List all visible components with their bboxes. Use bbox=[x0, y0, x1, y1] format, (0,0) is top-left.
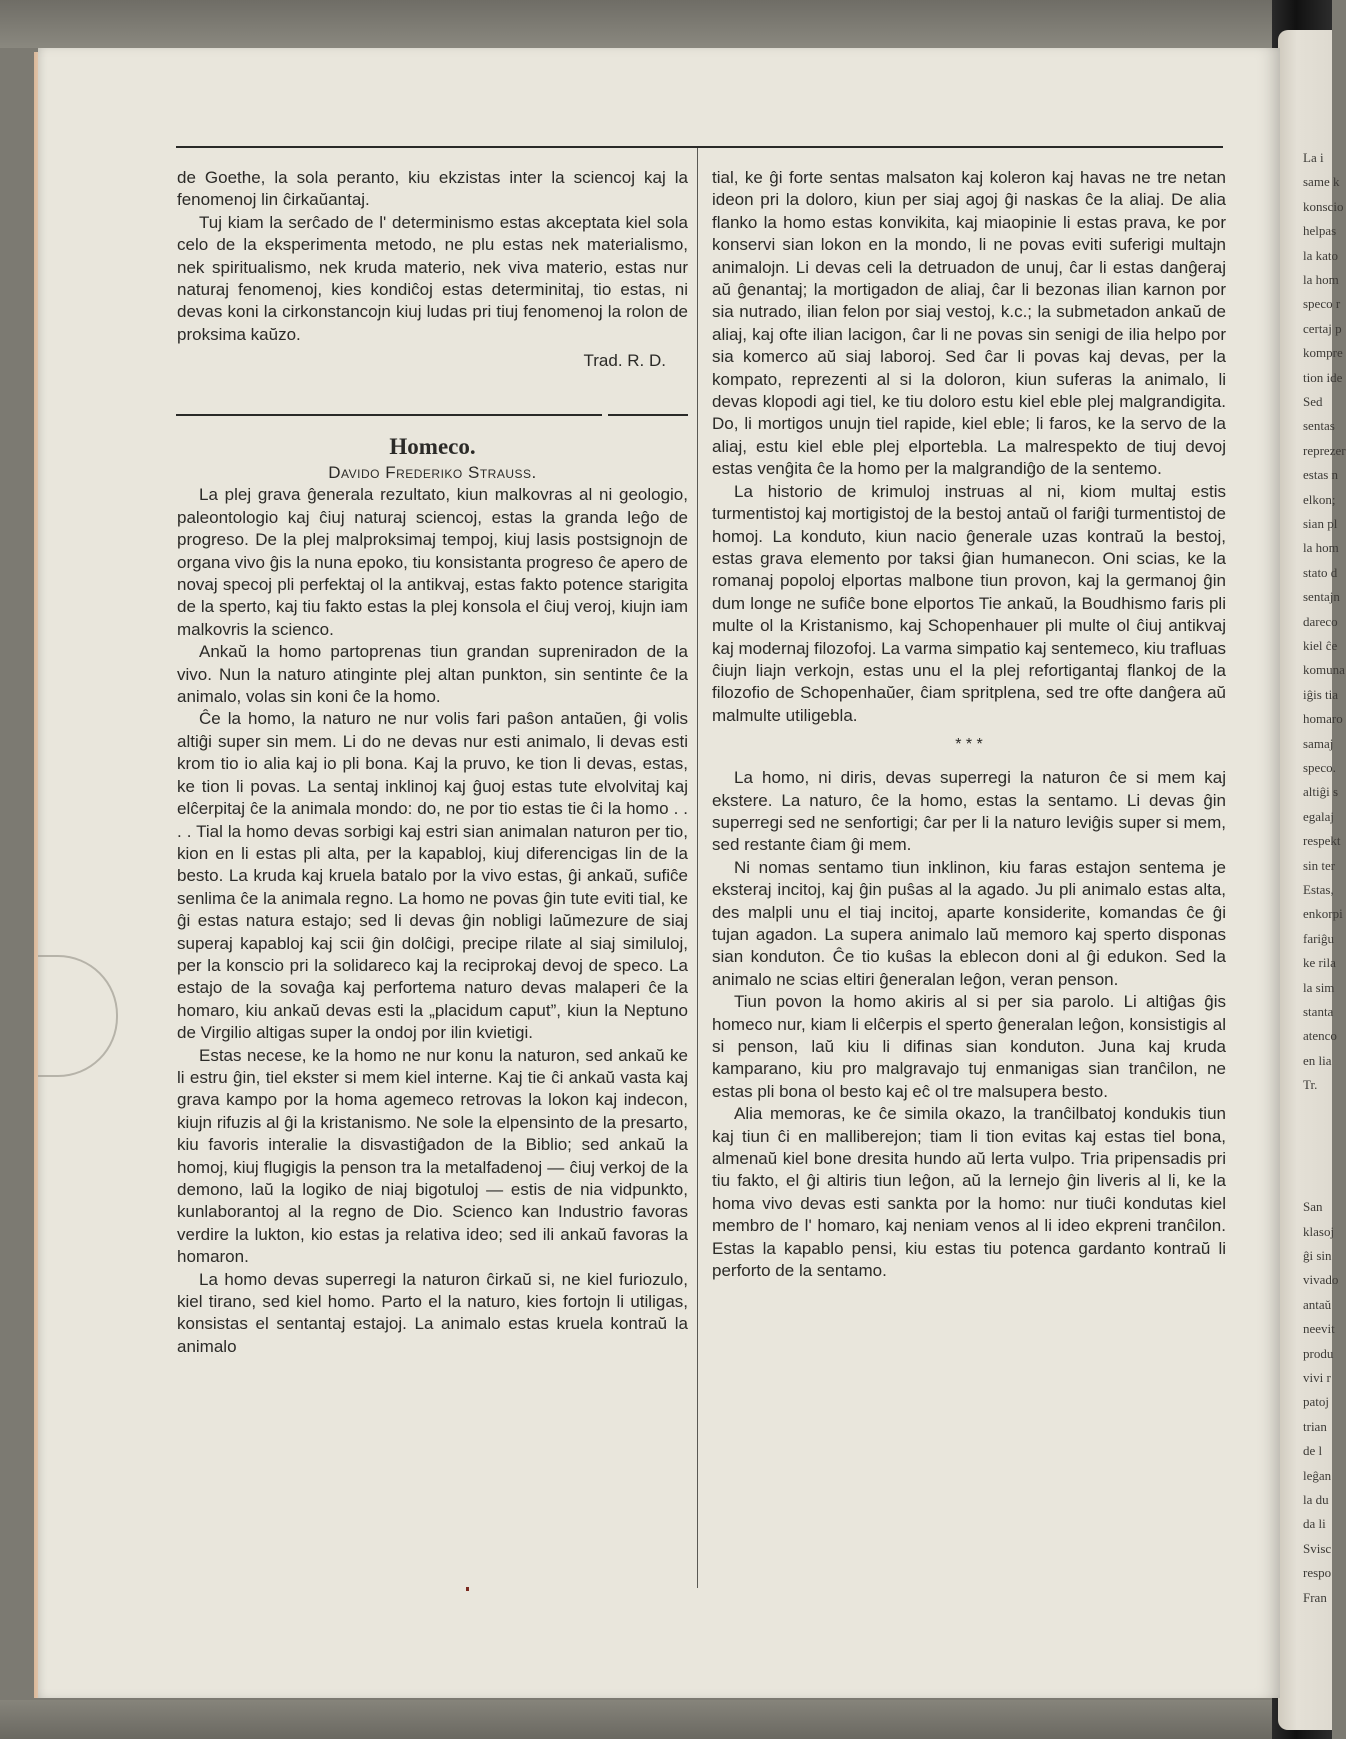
next-page-fragment: certaj p bbox=[1303, 320, 1342, 336]
next-page-fragment: reprezer bbox=[1303, 442, 1346, 458]
article-paragraph: La homo devas superregi la naturon ĉirkaŭ si, ne kiel furiozulo, kiel tirano, sed kiel homo. Parto el la naturo, kies fortojn li utiligas, konsistas el sentantaj estajoj. La animalo estas kruela kontraŭ la animalo bbox=[177, 1269, 688, 1356]
article-paragraph: Ankaŭ la homo partoprenas tiun grandan supreniradon de la vivo. Nun la naturo atinginte plej altan punkton, sin sentinte ĉe la animalo, volas sin koni ĉe la homo. bbox=[177, 642, 688, 707]
next-page-fragment: vivi r bbox=[1303, 1370, 1331, 1385]
scan-background-bottom bbox=[0, 1700, 1332, 1739]
article-title: Homeco. bbox=[389, 434, 476, 459]
next-page-fragment: Svisc bbox=[1303, 1540, 1332, 1556]
next-page-fragment: respo bbox=[1303, 1565, 1332, 1581]
next-page-fragment: homaro bbox=[1303, 711, 1343, 727]
next-page-fragment: Estas, bbox=[1303, 882, 1334, 897]
section-stars: * * * bbox=[955, 736, 983, 754]
next-page-fragment: da li bbox=[1303, 1516, 1326, 1532]
top-rule bbox=[176, 146, 1223, 148]
next-page-fragment: Tr. bbox=[1303, 1077, 1318, 1093]
article-paragraph: Ĉe la homo, la naturo ne nur volis fari paŝon antaŭen, ĝi volis altiĝi super sin mem. Li do ne devas nur esti animalo, li devas esti krom tio io alia kaj io pli bona. Kaj la pruvo, ke tion li devas, estas, ke tion li povas. La sentaj inklinoj kaj ĝuoj estas tute elvolvitaj kaj elĉerpitaj ĉe la animala mondo: do, ne por tio estas tie ĉi la homo . . . . Tial la homo devas sorbigi kaj estri sian animalan naturon per tio, kion en li estas pli alta, per la kapabloj, kiuj diferencigas lin de la besto. La kruda kaj kruela batalo por la vivo estas, ĝi ankaŭ, sufiĉe senlima ĉe la animala regno. La homo ne povas ĝin tute eviti tial, ke ĝi estas natura estajo; sed li devas ĝin nobligi laŭmezure de siaj superaj kapabloj kaj scii ĝin dolĉigi, precipe rilate al siaj similuloj, per la konscio pri la solidareco kaj la reciprokaj devoj de speco. La estajo de la sovaĝa kaj perfortema naturo devas malaperi ĉe la homaro, kiu ankaŭ devas esti la „placidum caput”, kiun la Neptuno de Virgilio altigas super la ondoj por ilin kvietigi. bbox=[177, 709, 688, 1043]
next-page-fragment: vivado bbox=[1303, 1272, 1339, 1288]
article-paragraph: La plej grava ĝenerala rezultato, kiun malkovras al ni geologio, paleontologio kaj ĉiuj naturaj sciencoj, estas la granda leĝo de progreso. De la plej malproksimaj tempoj, kiuj lasis postsignojn de organa vivo ĝis la nuna epoko, tiu konsistanta progreso ĉe apero de novaj specoj pli perfektaj ol la antikvaj, estas fakto potence starigita de la sperto, kaj tiu fakto estas la plej konsola el ĉiuj veroj, kiujn iam malkovris la scienco. bbox=[177, 485, 688, 639]
article-paragraph: Tiun povon la homo akiris al si per sia parolo. Li altiĝas ĝis homeco nur, kiam li elĉerpis el sperto ĝeneralan leĝon, konsistigis al si penson, laŭ kiu li difinas sian konduton. Juna kaj kruda kamparano, kiu pro malgravajo tuj enmanigas sian tranĉilon, ne estas pli bona ol besto kaj eĉ ol tre malsupera besto. bbox=[712, 992, 1226, 1101]
next-page-fragment: de l bbox=[1303, 1443, 1323, 1459]
next-page-fragment: ĝi sin bbox=[1303, 1248, 1332, 1263]
next-page-fragment: komuna bbox=[1303, 662, 1345, 678]
next-page-fragment: sentajn bbox=[1303, 589, 1340, 605]
next-page-fragment: speco. bbox=[1303, 760, 1336, 775]
scan-background-top bbox=[0, 0, 1332, 48]
next-page-fragment: helpas bbox=[1303, 223, 1337, 239]
next-page-fragment: antaŭ bbox=[1303, 1296, 1332, 1312]
next-page-fragment: stanta bbox=[1303, 1004, 1334, 1019]
next-page-fragment: produ bbox=[1303, 1345, 1334, 1361]
article-separator-short bbox=[608, 414, 688, 416]
next-page-fragment: sian pl bbox=[1303, 516, 1338, 531]
next-page-fragment: fariĝu bbox=[1303, 930, 1335, 946]
article-paragraph: La homo, ni diris, devas superregi la naturon ĉe si mem kaj ekstere. La naturo, ĉe la homo, estas la sentamo. Li devas ĝin superregi sed ne senfortigi; ĉar per li la naturo leviĝis super si mem, sed restante ĉiam ĝi mem. bbox=[712, 768, 1226, 855]
next-page-fragment: respekt bbox=[1303, 833, 1341, 849]
next-page-fragment: en lia bbox=[1303, 1052, 1332, 1068]
next-page-fragment: elkon; bbox=[1303, 491, 1336, 507]
intro-paragraph: de Goethe, la sola peranto, kiu ekzistas inter la sciencoj kaj la fenomenoj lin ĉirkaŭantaj. bbox=[177, 168, 688, 210]
article-paragraph: Alia memoras, ke ĉe simila okazo, la tranĉilbatoj kondukis tiun kaj tiun ĉi en malliberejon; tiam li tion evitas kaj estas tiel bona, almenaŭ kiel bone dresita hundo aŭ lerta vulpo. Tria pripensadis pri tiu fakto, el ĝi altiris tiun leĝon, aŭ la lernejo ĝin liveris al li, ke la homa vivo devas esti sankta por la homo: nur tiuĉi kondutas kiel membro de l' homaro, kaj neniam venos al li ideo ekpreni tranĉilon. Estas la kapablo pensi, kiu estas tiu potenca gardanto kontraŭ li perforto de la sentamo. bbox=[712, 1104, 1226, 1281]
next-page-fragment: enkorpi bbox=[1303, 906, 1343, 922]
left-column-intro bbox=[177, 167, 688, 373]
right-column bbox=[712, 167, 1226, 1283]
next-page-fragment: trian bbox=[1303, 1418, 1327, 1434]
next-page-fragment: patoj bbox=[1303, 1394, 1329, 1410]
article-paragraph: tial, ke ĝi forte sentas malsaton kaj koleron kaj havas ne tre netan ideon pri la doloro, kiun per siaj agoj ĝi naskas ĉe la aliaj. De alia flanko la homo estas konvikita, kaj miaopinie li estas prava, ke por konservi sian lokon en la mondo, li ne povas eviti suferigi multajn animalojn. Li devas celi la detruadon de unuj, ĉar li estas danĝeraj aŭ ĝenantaj; la mortigadon de aliaj, ĉar li bezonas ilian karnon por sia nutrado, ilian felon por siaj vestoj, k.c.; la submetadon ankaŭ de aliaj, kaj ofte ilian lacigon, ĉar li ne povas sin senigi de ilia helpo por sia komerco aŭ siaj laboroj. Sed ĉar li povas kaj devas, per la kompato, reprezenti al si la doloron, kiun suferas la animalo, li devas klopodi agi tiel, ke tiu doloro estu kiel eble plej malgrandigita. Do, li mortigos unujn tiel rapide, kiel eble; li faros, ke la servo de la aliaj, estu kiel eble plej elportebla. La malrespekto de tiuj devoj estas venĝita ĉe la homo per la malgrandiĝo de la sentemo. bbox=[712, 168, 1226, 479]
next-page-fragment: neevit bbox=[1303, 1321, 1335, 1337]
next-page-fragment: La i bbox=[1303, 150, 1324, 165]
next-page-fragment: sentas bbox=[1303, 418, 1335, 434]
column-divider bbox=[697, 148, 698, 1588]
next-page-fragment: Sed bbox=[1303, 394, 1323, 409]
next-page-fragment: sin ter bbox=[1303, 857, 1336, 873]
next-page-fragment: ke rila bbox=[1303, 955, 1336, 971]
next-page-fragment: la hom bbox=[1303, 540, 1339, 556]
next-page-fragment: tion ide bbox=[1303, 369, 1343, 385]
article-paragraph: La historio de krimuloj instruas al ni, kiom multaj estis turmentistoj kaj mortigistoj de la bestoj antaŭ ol fariĝi turmentistoj de homoj. La konduto, kiun nacio ĝenerale uzas kontraŭ la bestoj, estas grava elemento por taksi ĝian humanecon. Oni scias, ke la romanaj popoloj elportas malbone tiun provon, kaj la germanoj ĝin dum longe ne sufiĉe bone elportos Tie ankaŭ, la Boudhismo faris pli multe ol la Kristanismo, kaj Schopenhauer pli multe ol ĉiuj antikvaj kaj modernaj filozofoj. La varma simpatio kaj sentemeco, kiu trafluas ĉiujn liajn verkojn, estas unu el la plej refortigantaj flankoj de la filozofio de Schopenhaŭer, ĉiam spritplena, sed tre ofte danĝera aŭ malmulte utiligebla. bbox=[712, 481, 1227, 725]
article-paragraph: Ni nomas sentamo tiun inklinon, kiu faras estajon sentema je eksteraj incitoj, kaj ĝin puŝas al la agado. Ju pli animalo estas alta, des malpli unu el tiaj incitoj, aparte konsiderite, komandas ĉe ĝi tujan agadon. La supera animalo laŭ memoro kaj sperto disponas sian konduton. Ĉe tio kuŝas la eblecon doni al ĝi edukon. Sed la animalo ne scias eltiri ĝeneralan leĝon, veran penson. bbox=[712, 857, 1226, 989]
next-page-fragment: leĝan bbox=[1303, 1467, 1332, 1483]
ink-speck bbox=[466, 1587, 469, 1591]
next-page-fragment: la sim bbox=[1303, 979, 1335, 995]
next-page-fragment: klasoj bbox=[1303, 1223, 1335, 1239]
next-page-fragment: kiel ĉe bbox=[1303, 638, 1338, 653]
next-page-fragment: atenco bbox=[1303, 1028, 1337, 1044]
next-page-fragment: samaj bbox=[1303, 735, 1334, 751]
next-page-fragment: iĝis tia bbox=[1303, 686, 1339, 702]
next-page-fragment: San bbox=[1303, 1199, 1323, 1215]
next-page-fragment: kompre bbox=[1303, 345, 1343, 361]
left-column-article bbox=[177, 432, 688, 1358]
next-page-fragment: konscio bbox=[1303, 198, 1344, 214]
next-page-fragment: estas n bbox=[1303, 467, 1339, 483]
article-paragraph: Estas necese, ke la homo ne nur konu la naturon, sed ankaŭ ke li estru ĝin, tiel ekster si mem kiel interne. Kaj tie ĉi ankaŭ vasta kaj grava kampo por la homa agemeco retrovas la lokon kaj indecon, kiujn rifuzis al ĝi la kristanismo. Ne sole la elpensinto de la presarto, kiu favoris interalie la disvastiĝadon de la Biblio; sed ankaŭ la homoj, kiuj flugigis la penson tra la metalfadenoj — ĉiuj verkoj de la demono, laŭ la logiko de niaj bigotuloj — estis de nia vidpunkto, kunlaborantoj al la regno de Dio. Scienco kan Industrio favoras verdire la lukton, kio estas ja relativa ideo; sed ili ankaŭ favoras la homaron. bbox=[177, 1045, 688, 1267]
next-page-fragment: same k bbox=[1303, 174, 1340, 190]
next-page-fragment: altiĝi s bbox=[1303, 784, 1339, 800]
article-author: Davido Frederiko Strauss. bbox=[328, 463, 537, 482]
intro-paragraph: Tuj kiam la serĉado de l' determinismo estas akceptata kiel sola celo de la eksperimenta metodo, ne plu estas nek materialismo, nek spiritualismo, nek kruda materio, nek viva materio, estas nur naturaj fenomenoj, kies kondiĉoj estas determinitaj, tio estas, ni devas koni la cirkonstancojn kiuj ludas pri tiuj fenomenoj la rolon de proksima kaŭzo. bbox=[177, 212, 688, 344]
next-page-fragment: egalaj bbox=[1303, 808, 1335, 824]
next-page-fragment: la du bbox=[1303, 1492, 1329, 1507]
next-page-edge bbox=[1278, 30, 1346, 1730]
next-page-fragment: dareco bbox=[1303, 613, 1338, 629]
next-page-fragment: la kato bbox=[1303, 247, 1339, 263]
next-page-fragment: la hom bbox=[1303, 272, 1339, 287]
next-page-fragment: speco r bbox=[1303, 296, 1341, 312]
article-separator bbox=[176, 414, 602, 416]
next-page-fragment: Fran bbox=[1303, 1589, 1327, 1605]
translator-signature: Trad. R. D. bbox=[583, 351, 666, 371]
next-page-fragment: stato d bbox=[1303, 564, 1338, 580]
